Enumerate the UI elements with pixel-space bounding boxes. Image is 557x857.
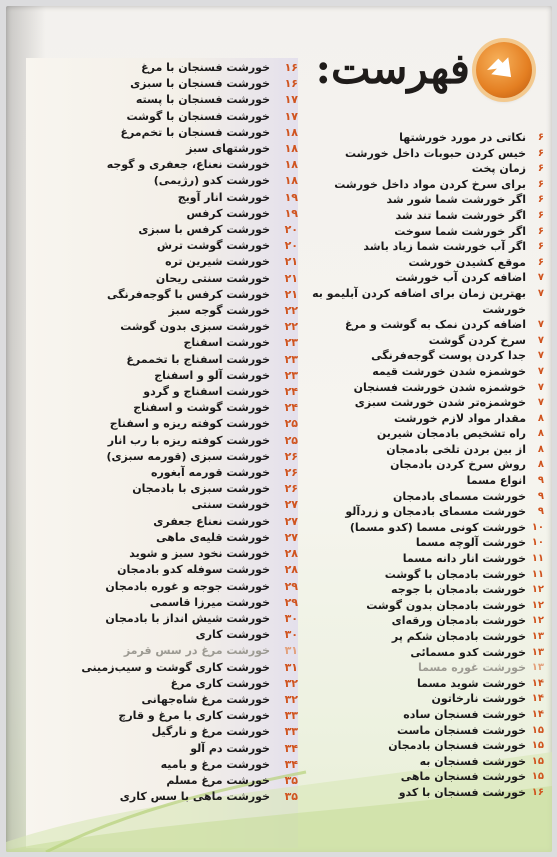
arrow-icon [476,42,532,98]
toc-entry [26,271,298,287]
toc-entry [312,645,544,661]
toc-entry-page: ۶ [537,163,544,175]
toc-entry-page: ۶ [537,178,544,190]
toc-entry-title: خورشت بادمجان ورقه‌ای [391,614,526,628]
toc-entry-title: خورشت کرفس [186,206,270,220]
toc-entry [312,785,544,801]
toc-entry-title: سرخ کردن گوشت [428,333,526,347]
toc-entry [312,208,544,224]
toc-entry [26,708,298,724]
toc-entry-page: ۲۲ [284,304,298,318]
toc-entry [312,426,544,442]
toc-entry-page: ۲۱ [284,271,298,285]
toc-entry-title: خورشت اسفناج و گردو [143,385,270,399]
toc-entry [312,317,544,333]
toc-entry [312,473,544,489]
toc-entry-page: ۱۸ [284,142,298,156]
toc-entry-title: خورشت سبزی (قورمه سبزی) [106,449,270,463]
toc-entry-page: ۳۴ [284,741,298,755]
toc-entry-title: خورشت بادمجان بدون گوشت [366,598,526,612]
toc-entry-title: خورشت کرفس با سبزی [138,223,270,237]
toc-entry [26,789,298,805]
toc-column-left [26,60,298,805]
toc-entry-page: ۷ [537,397,544,409]
toc-entry [312,442,544,458]
toc-entry-title: خورشت اسفناج با تخممرغ [126,352,270,366]
toc-entry-page: ۲۹ [284,579,298,593]
toc-entry-title: خورشت کاری مرغ [170,676,270,690]
toc-entry [26,303,298,319]
toc-entry-title: خورشت مرغ در سس قرمز [123,644,270,658]
toc-entry [312,723,544,739]
toc-entry [312,489,544,505]
toc-entry-page: ۲۴ [284,401,298,415]
toc-entry-title: خورشت فسنجان ماهی [400,770,526,784]
toc-entry-title: خورشت مسمای بادمجان و زردآلو [345,505,526,519]
toc-entry [312,395,544,411]
toc-entry [26,368,298,384]
toc-entry [26,254,298,270]
toc-entry-page: ۹ [537,490,544,502]
toc-entry [312,551,544,567]
toc-entry-page: ۲۷ [284,498,298,512]
toc-entry [26,109,298,125]
toc-entry [26,173,298,189]
toc-entry-page: ۱۰ [531,537,544,549]
toc-page [6,6,552,852]
toc-entry [312,613,544,629]
toc-entry [312,224,544,240]
toc-entry [312,629,544,645]
toc-entry-title: مقدار مواد لازم خورشت [394,411,526,425]
toc-entry [312,348,544,364]
toc-entry-title: خیس کردن حبوبات داخل خورشت [345,146,526,160]
toc-entry-page: ۲۸ [284,547,298,561]
toc-entry-page: ۱۵ [531,771,544,783]
toc-entry [312,754,544,770]
toc-entry-title: خورشتهای سبز [186,142,270,156]
toc-entry-title: خورشت بادمجان با جوجه [391,583,526,597]
toc-entry [26,238,298,254]
toc-entry-page: ۱۵ [531,740,544,752]
toc-entry-page: ۱۵ [531,724,544,736]
toc-entry-page: ۳۱ [284,644,298,658]
toc-entry-title: خورشت فسنجان با کدو [398,785,526,799]
toc-entry [312,146,544,162]
toc-entry [312,286,544,317]
toc-entry-page: ۶ [537,194,544,206]
toc-entry-page: ۲۳ [284,352,298,366]
toc-entry-page: ۱۷ [284,93,298,107]
toc-entry-title: خورشت مرغ مسلم [166,773,270,787]
toc-entry [26,627,298,643]
toc-entry-title: خورشت بادمجان با گوشت [384,567,526,581]
toc-entry [26,222,298,238]
toc-entry-title: خورشت سبزی بدون گوشت [120,320,270,334]
toc-entry [312,255,544,271]
toc-entry [26,141,298,157]
toc-entry-title: موقع کشیدن خورشت [408,255,526,269]
toc-entry [312,676,544,692]
toc-entry-page: ۱۹ [284,206,298,220]
toc-entry [312,582,544,598]
toc-entry-page: ۷ [537,319,544,331]
toc-entry-title: اگر خورشت شما تند شد [395,208,526,222]
toc-entry-title: خورشت نعناع، جعفری و گوجه [106,158,270,172]
toc-entry-title: جدا کردن پوست گوجه‌فرنگی [371,349,526,363]
toc-entry-title: خورشت اسفناج [183,336,270,350]
toc-entry-title: اگر آب خورشت شما زیاد باشد [363,240,526,254]
toc-entry [26,481,298,497]
toc-entry-title: خورشت فسنجان با پسته [135,93,270,107]
toc-entry-page: ۷ [537,287,544,299]
toc-entry-page: ۳۵ [284,790,298,804]
toc-entry-title: زمان پخت [471,162,526,176]
toc-entry-page: ۳۵ [284,773,298,787]
toc-entry-title: راه تشخیص بادمجان شیرین [376,427,526,441]
toc-entry-title: خورشت مرغ و نارگیل [151,725,270,739]
toc-entry-page: ۳۰ [284,628,298,642]
toc-entry-title: خورشت نارخاتون [431,692,526,706]
toc-entry-title: خورشت کاری با مرغ و قارچ [118,709,270,723]
toc-entry [312,161,544,177]
toc-entry-title: خورشت آلوچه مسما [415,536,526,550]
toc-entry-title: خورشت گوشت ترش [156,239,270,253]
toc-entry-page: ۱۳ [531,662,544,674]
toc-entry-page: ۲۲ [284,320,298,334]
toc-entry [312,520,544,536]
toc-entry-title: خورشت مرغ و بامیه [160,757,270,771]
toc-entry-page: ۱۳ [531,631,544,642]
toc-entry [26,335,298,351]
toc-entry-title: خورشت شیش انداز با بادمجان [105,611,270,625]
toc-entry-title: خورشت فسنجان با تخم‌مرغ [120,125,270,139]
toc-entry [26,724,298,740]
toc-entry-page: ۱۶ [531,786,544,798]
toc-entry-title: خورشت مرغ شاه‌جهانی [141,692,270,706]
toc-entry-page: ۲۶ [284,466,298,480]
toc-entry [312,270,544,286]
toc-entry-title: خورشت مسمای بادمجان [392,489,526,503]
toc-entry-title: خورشت سوفله کدو بادمجان [117,563,270,577]
toc-entry [312,535,544,551]
toc-entry [26,352,298,368]
toc-entry-page: ۷ [537,272,544,284]
toc-entry [26,660,298,676]
toc-entry [26,514,298,530]
toc-entry [312,177,544,193]
toc-entry-title: خورشت سنتی [191,498,270,512]
toc-entry [312,738,544,754]
toc-entry [26,676,298,692]
toc-entry-page: ۱۲ [531,584,544,596]
toc-entry-title: اضافه کردن نمک به گوشت و مرغ [345,318,526,332]
toc-entry [26,643,298,659]
toc-entry [26,384,298,400]
toc-entry-title: خورشت کرفس با گوجه‌فرنگی [107,287,270,301]
toc-entry-page: ۶ [537,209,544,221]
toc-entry [312,130,544,146]
toc-entry-page: ۲۵ [284,417,298,431]
arrow-icon-glyph [486,52,522,88]
toc-entry-title: انواع مسما [466,474,526,488]
toc-entry-page: ۸ [537,459,544,471]
toc-entry-title: خورشت کونی مسما (کدو مسما) [349,520,526,534]
toc-entry-title: خورشت کدو مسمائی [410,645,526,659]
toc-entry [312,598,544,614]
toc-entry-title: خوشمزه شدن خورشت فسنجان [353,380,526,394]
toc-entry-title: خورشت فسنجان به [419,754,526,768]
toc-entry-title: خورشت کاری [195,628,270,642]
toc-entry-title: اگر خورشت شما شور شد [386,193,526,207]
toc-entry-page: ۶ [537,132,544,143]
toc-entry-title: خورشت فسنجان بادمجان [388,739,526,753]
toc-entry-page: ۲۱ [284,287,298,301]
toc-entry-title: خورشت سبزی با بادمجان [132,482,270,496]
toc-entry-title: خوشمزه شدن خورشت قیمه [372,364,526,378]
toc-entry-page: ۲۷ [284,514,298,528]
toc-entry-page: ۲۶ [284,449,298,463]
toc-entry-page: ۳۲ [284,692,298,706]
toc-entry [26,741,298,757]
toc-entry-page: ۹ [537,506,544,518]
toc-entry-title: خورشت فسنجان با سبزی [130,77,270,91]
toc-entry [312,380,544,396]
toc-entry-page: ۸ [537,428,544,440]
toc-entry-page: ۱۲ [531,599,544,611]
toc-entry [312,333,544,349]
toc-entry [26,125,298,141]
toc-entry [26,319,298,335]
toc-entry-title: خورشت آلو و اسفناج [154,368,270,382]
toc-entry-page: ۳۴ [284,757,298,771]
toc-entry-page: ۲۰ [284,223,298,237]
toc-entry-page: ۷ [537,334,544,346]
toc-entry-title: بهترین زمان برای اضافه کردن آبلیمو به خورشت [312,286,526,316]
toc-entry-title: اضافه کردن آب خورشت [395,271,526,285]
toc-header [282,42,532,112]
toc-entry-page: ۲۵ [284,433,298,447]
toc-entry [312,660,544,676]
toc-entry-title: خورشت دم آلو [190,741,270,755]
toc-entry [26,773,298,789]
toc-entry [26,465,298,481]
toc-entry-page: ۱۸ [284,174,298,188]
toc-entry [26,433,298,449]
toc-entry [26,400,298,416]
toc-entry-title: خورشت ماهی با سس کاری [119,790,270,804]
toc-entry [26,416,298,432]
toc-entry [26,157,298,173]
toc-entry-page: ۲۶ [284,482,298,496]
toc-entry-title: برای سرخ کردن مواد داخل خورشت [334,177,526,191]
toc-entry [312,769,544,785]
toc-entry-page: ۱۱ [531,553,544,565]
toc-entry-page: ۱۹ [284,190,298,204]
toc-entry [26,562,298,578]
toc-entry [312,192,544,208]
toc-entry-title: خورشت بادمجان شکم پر [391,630,526,643]
toc-entry-page: ۳۳ [284,709,298,723]
toc-entry-title: خورشت شوید مسما [417,676,526,690]
toc-entry-page: ۹ [537,475,544,487]
toc-entry [26,190,298,206]
toc-entry [26,611,298,627]
toc-entry-title: خورشت گوشت و اسفناج [133,401,270,415]
toc-entry [26,692,298,708]
toc-entry-page: ۱۸ [284,125,298,139]
toc-entry-title: خورشت قورمه آبغوره [150,466,270,480]
toc-entry-page: ۱۸ [284,158,298,172]
toc-entry-title: اگر خورشت شما سوخت [394,224,526,238]
toc-entry [312,691,544,707]
toc-entry-title: خورشت فسنجان ساده [403,707,526,721]
toc-entry [26,449,298,465]
toc-entry-page: ۱۶ [284,77,298,91]
toc-entry [26,757,298,773]
toc-entry-page: ۲۳ [284,336,298,350]
toc-entry-page: ۶ [537,256,544,268]
toc-entry-title: خورشت قلیه‌ی ماهی [156,530,270,544]
toc-entry [26,287,298,303]
toc-entry-title: خورشت فسنجان با مرغ [141,61,270,74]
toc-entry [312,567,544,583]
toc-entry [26,497,298,513]
toc-entry-page: ۷ [537,350,544,362]
toc-entry-page: ۶ [537,225,544,237]
toc-entry-title: خورشت میرزا قاسمی [149,595,270,609]
toc-entry [26,579,298,595]
toc-entry-page: ۶ [537,241,544,253]
toc-entry-title: خورشت شیرین تره [165,255,270,269]
toc-entry-title: خورشت کدو (رژیمی) [153,174,270,188]
toc-entry-page: ۳۲ [284,676,298,690]
toc-entry [312,504,544,520]
toc-entry-page: ۱۰ [531,521,544,533]
toc-entry-page: ۱۴ [531,677,544,689]
toc-entry-title: خورشت کوفته ریزه و اسفناج [109,417,270,431]
page-title: فهرست: [315,44,470,93]
toc-entry [26,530,298,546]
toc-entry [312,364,544,380]
toc-entry-title: خورشت جوجه و غوره بادمجان [105,579,270,593]
toc-entry [26,206,298,222]
toc-entry-page: ۲۹ [284,595,298,609]
toc-entry-page: ۱۶ [284,61,298,74]
toc-entry-page: ۸ [537,412,544,424]
toc-entry-page: ۶ [537,147,544,159]
toc-entry-page: ۱۴ [531,708,544,720]
toc-entry-page: ۲۷ [284,530,298,544]
toc-entry-page: ۳۱ [284,660,298,674]
toc-entry [312,411,544,427]
toc-entry [26,595,298,611]
toc-entry-title: خورشت نخود سبز و شوید [129,547,270,561]
toc-entry-title: نکاتی در مورد خورشتها [399,131,526,144]
toc-entry-title: خورشت غوره مسما [417,661,526,675]
toc-entry-page: ۲۰ [284,239,298,253]
toc-entry-page: ۱۷ [284,109,298,123]
toc-entry-page: ۳۰ [284,611,298,625]
toc-column-right [312,130,544,801]
toc-entry-page: ۱۴ [531,693,544,705]
toc-entry-page: ۲۳ [284,368,298,382]
toc-entry-title: روش سرخ کردن بادمجان [390,458,526,472]
toc-entry-page: ۸ [537,443,544,455]
toc-entry [312,707,544,723]
toc-entry-page: ۳۳ [284,725,298,739]
toc-entry-page: ۱۳ [531,646,544,658]
toc-entry-title: از بین بردن تلخی بادمجان [386,442,526,456]
toc-entry [312,239,544,255]
toc-entry-page: ۷ [537,381,544,393]
toc-entry-title: خورشت کاری گوشت و سیب‌زمینی [81,660,270,674]
toc-entry-page: ۲۴ [284,385,298,399]
toc-entry [26,546,298,562]
toc-entry [26,60,298,76]
toc-entry-title: خوشمزه‌تر شدن خورشت سبزی [354,396,526,410]
toc-entry-page: ۲۱ [284,255,298,269]
toc-entry-page: ۱۵ [531,755,544,767]
toc-entry-page: ۱۱ [531,568,544,580]
toc-entry-title: خورشت انار دانه مسما [402,552,526,566]
toc-entry-page: ۱۲ [531,615,544,627]
toc-entry-title: خورشت گوجه سبز [168,304,270,318]
toc-entry-page: ۷ [537,365,544,377]
toc-entry-title: خورشت کوفته ریزه با رب انار [107,433,270,447]
toc-entry-title: خورشت نعناع جعفری [153,514,270,528]
toc-entry-title: خورشت سنتی ریحان [155,271,270,285]
toc-entry [26,92,298,108]
toc-entry-title: خورشت فسنجان ماست [396,723,526,737]
toc-entry [26,76,298,92]
toc-entry [312,457,544,473]
toc-entry-page: ۲۸ [284,563,298,577]
toc-entry-title: خورشت انار آویج [177,190,270,204]
toc-entry-title: خورشت فسنجان با گوشت [126,109,270,123]
